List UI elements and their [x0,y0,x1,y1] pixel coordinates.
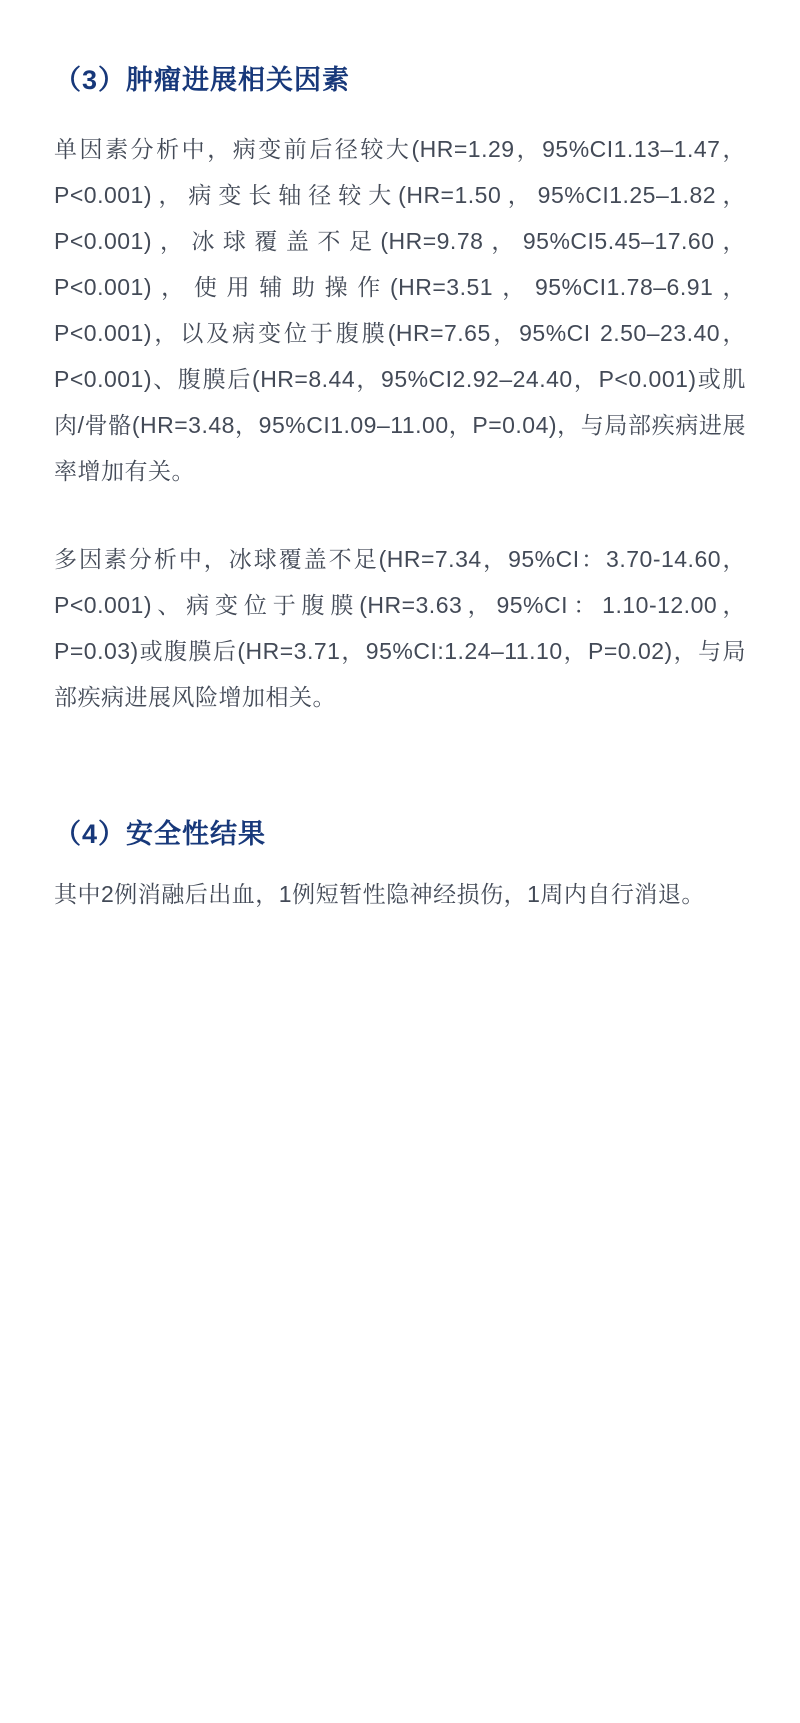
paragraph-safety-events: 其中2例消融后出血，1例短暂性隐神经损伤，1周内自行消退。 [54,880,705,907]
section-spacer [54,720,746,816]
section-heading-tumor-progression: （3）肿瘤进展相关因素 [54,65,351,95]
paragraph-multivariate-analysis: 多因素分析中，冰球覆盖不足(HR=7.34，95%CI：3.70-14.60，P<0.001)、病变位于腹膜(HR=3.63，95%CI：1.10-12.00，P=0.03)或腹膜后(HR=3.71，95%CI:1.24–11.10，P=0.02)，与局部疾病进展风险增加相关。 [54,545,746,710]
section-tumor-progression-factors [54,62,746,720]
section-safety-results [54,816,746,917]
paragraph-univariate-analysis: 单因素分析中，病变前后径较大(HR=1.29，95%CI1.13–1.47，P<0.001)，病变长轴径较大(HR=1.50，95%CI1.25–1.82，P<0.001)，冰球覆盖不足(HR=9.78，95%CI5.45–17.60，P<0.001)，使用辅助操作(HR=3.51，95%CI1.78–6.91，P<0.001)，以及病变位于腹膜(HR=7.65，95%CI 2.50–23.40，P<0.001)、腹膜后(HR=8.44，95%CI2.92–24.40，P<0.001)或肌肉/骨骼(HR=3.48，95%CI1.09–11.00，P=0.04)，与局部疾病进展率增加有关。 [54,135,746,484]
section-heading-safety-results: （4）安全性结果 [54,818,267,849]
